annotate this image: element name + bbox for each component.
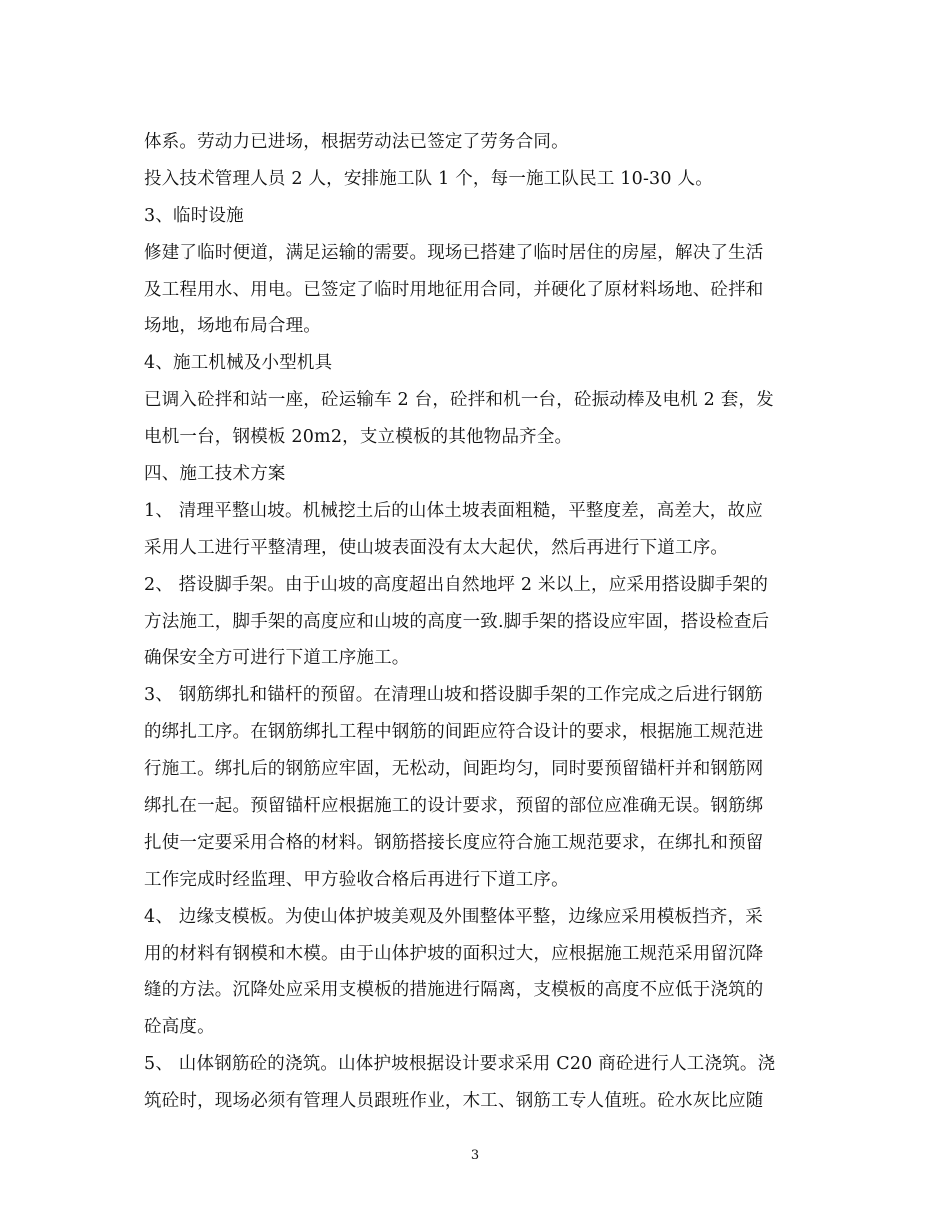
page-number: 3 [470, 1148, 480, 1163]
document-body [144, 124, 804, 1120]
text-line: 1、 清理平整山坡。机械挖土后的山体土坡表面粗糙，平整度差，高差大，故应 [144, 500, 763, 521]
text-line: 投入技术管理人员 2 人，安排施工队 1 个，每一施工队民工 10-30 人。 [144, 168, 713, 189]
text-line: 采用人工进行平整清理，使山坡表面没有太大起伏，然后再进行下道工序。 [144, 537, 729, 558]
text-line: 确保安全方可进行下道工序施工。 [144, 648, 410, 669]
text-line: 的绑扎工序。在钢筋绑扎工程中钢筋的间距应符合设计的要求，根据施工规范进 [144, 722, 764, 743]
section-heading: 四、施工技术方案 [144, 464, 286, 485]
text-line: 3、 钢筋绑扎和锚杆的预留。在清理山坡和搭设脚手架的工作完成之后进行钢筋 [144, 685, 763, 706]
text-line: 筑砼时，现场必须有管理人员跟班作业，木工、钢筋工专人值班。砼水灰比应随 [144, 1091, 764, 1112]
text-line: 绑扎在一起。预留锚杆应根据施工的设计要求，预留的部位应准确无误。钢筋绑 [144, 796, 764, 817]
text-line: 电机一台，钢模板 20m2，支立模板的其他物品齐全。 [144, 427, 573, 448]
section-heading: 4、施工机械及小型机具 [144, 353, 333, 374]
text-line: 4、 边缘支模板。为使山体护坡美观及外围整体平整，边缘应采用模板挡齐，采 [144, 906, 763, 927]
text-line: 工作完成时经监理、甲方验收合格后再进行下道工序。 [144, 869, 569, 890]
text-line: 砼高度。 [144, 1017, 215, 1038]
text-line: 体系。劳动力已进场，根据劳动法已签定了劳务合同。 [144, 132, 569, 152]
text-line: 已调入砼拌和站一座，砼运输车 2 台，砼拌和机一台，砼振动棒及电机 2 套，发 [144, 390, 774, 411]
text-line: 2、 搭设脚手架。由于山坡的高度超出自然地坪 2 米以上，应采用搭设脚手架的 [144, 574, 769, 595]
text-line: 缝的方法。沉降处应采用支模板的措施进行隔离，支模板的高度不应低于浇筑的 [144, 980, 764, 1001]
text-line: 用的材料有钢模和木模。由于山体护坡的面积过大，应根据施工规范采用留沉降 [144, 943, 764, 964]
text-line: 行施工。绑扎后的钢筋应牢固，无松动，间距均匀，同时要预留锚杆并和钢筋网 [144, 759, 764, 780]
text-line: 修建了临时便道，满足运输的需要。现场已搭建了临时居住的房屋，解决了生活 [144, 242, 764, 263]
text-line: 及工程用水、用电。已签定了临时用地征用合同，并硬化了原材料场地、砼拌和 [144, 279, 764, 300]
text-line: 方法施工，脚手架的高度应和山坡的高度一致.脚手架的搭设应牢固，搭设检查后 [144, 611, 770, 632]
section-heading: 3、临时设施 [144, 205, 244, 226]
text-line: 场地，场地布局合理。 [144, 316, 321, 337]
text-line: 扎使一定要采用合格的材料。钢筋搭接长度应符合施工规范要求，在绑扎和预留 [144, 832, 764, 853]
text-line: 5、 山体钢筋砼的浇筑。山体护坡根据设计要求采用 C20 商砼进行人工浇筑。浇 [144, 1054, 776, 1075]
